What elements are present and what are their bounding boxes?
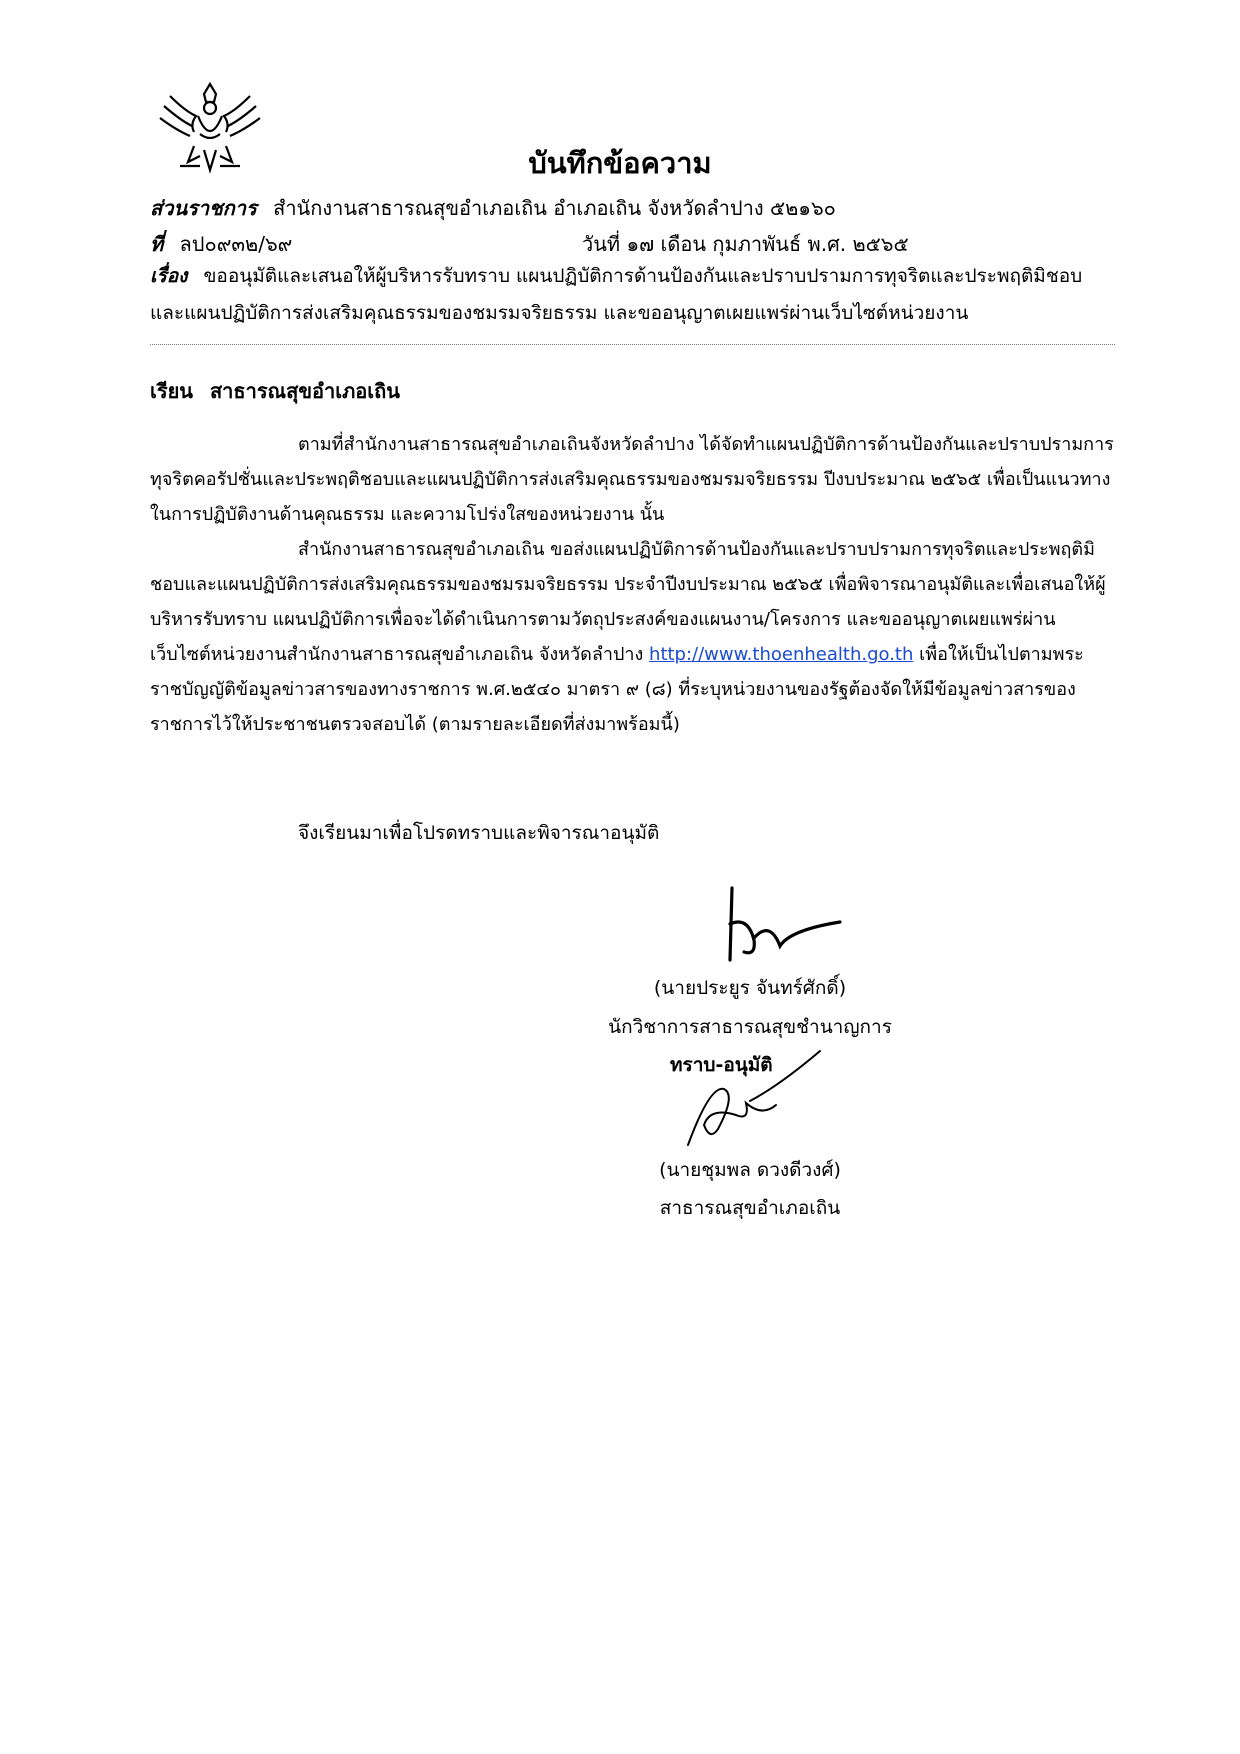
- subject-line: [150, 258, 1115, 332]
- body-paragraph-2: [150, 532, 1115, 742]
- signer-1-name: (นายประยูร จันทร์ศักดิ์): [653, 977, 847, 999]
- subject-value: ขออนุมัติและเสนอให้ผู้บริหารรับทราบ แผนปฏิบัติการด้านป้องกันและปราบปรามการทุจริตและประพฤติมิชอบและแผนปฏิบัติการส่งเสริมคุณธรรมของชมรมจริยธรรม และขออนุญาตเผยแพร่ผ่านเว็บไซต์หน่วยงาน: [150, 265, 1083, 324]
- handwritten-signature-2: [680, 1045, 830, 1155]
- reference-line: [150, 228, 1110, 260]
- website-link[interactable]: http://www.thoenhealth.go.th: [649, 644, 914, 665]
- salutation-label: เรียน: [150, 379, 193, 403]
- signer-2-position: สาธารณสุขอำเภอเถิน: [659, 1197, 841, 1219]
- department-label: ส่วนราชการ: [150, 196, 257, 220]
- memo-body: [150, 427, 1115, 742]
- reference-value: ลป๐๙๓๒/๖๙: [179, 232, 293, 256]
- handwritten-signature-1: [700, 880, 850, 975]
- signer-2-name: (นายชุมพล ดวงดีวงศ์): [659, 1159, 841, 1181]
- body-paragraph-1: ตามที่สำนักงานสาธารณสุขอำเภอเถินจังหวัดลำปาง ได้จัดทำแผนปฏิบัติการด้านป้องกันและปราบปรามการทุจริตคอรัปชั่นและประพฤติชอบและแผนปฏิบัติการส่งเสริมคุณธรรมของชมรมจริยธรรม ปีงบประมาณ ๒๕๖๕ เพื่อเป็นแนวทางในการปฏิบัติงานด้านคุณธรรม และความโปร่งใสของหน่วยงาน นั้น: [150, 434, 1114, 525]
- department-line: [150, 192, 1110, 224]
- salutation-addressee: สาธารณสุขอำเภอเถิน: [209, 379, 400, 403]
- department-value: สำนักงานสาธารณสุขอำเภอเถิน อำเภอเถิน จังหวัดลำปาง ๕๒๑๖๐: [273, 196, 836, 220]
- signer-1-position: นักวิชาการสาธารณสุขชำนาญการ: [608, 1016, 892, 1038]
- header-divider: [150, 344, 1115, 345]
- body-paragraph-2-text-b: เพื่อให้เป็นไปตามพระราชบัญญัติข้อมูลข่าวสารของทางราชการ พ.ศ.๒๕๔๐ มาตรา ๙ (๘) ที่ระบุหน่วยงานของรัฐต้องจัดให้มีข้อมูลข่าวสารของราชการไว้ให้ประชาชนตรวจสอบได้ (ตามรายละเอียดที่ส่งมาพร้อมนี้): [150, 644, 1084, 735]
- salutation: [150, 375, 400, 407]
- reference-label: ที่: [150, 232, 164, 256]
- closing-sentence: จึงเรียนมาเพื่อโปรดทราบและพิจารณาอนุมัติ: [298, 822, 660, 844]
- memo-title: บันทึกข้อความ: [528, 146, 712, 180]
- body-paragraph-2-text-a: สำนักงานสาธารณสุขอำเภอเถิน ขอส่งแผนปฏิบัติการด้านป้องกันและปราบปรามการทุจริตและประพฤติมิชอบและแผนปฏิบัติการส่งเสริมคุณธรรมของชมรมจริยธรรม ประจำปีงบประมาณ ๒๕๖๕ เพื่อพิจารณาอนุมัติและเพื่อเสนอให้ผู้บริหารรับทราบ แผนปฏิบัติการเพื่อจะได้ดำเนินการตามวัตถุประสงค์ของแผนงาน/โครงการ และขออนุญาตเผยแพร่ผ่านเว็บไซต์หน่วยงานสำนักงานสาธารณสุขอำเภอเถิน จังหวัดลำปาง: [150, 539, 1106, 665]
- subject-label: เรื่อง: [150, 265, 188, 287]
- approval-label: ทราบ-อนุมัติ: [670, 1054, 773, 1076]
- memo-date: วันที่ ๑๗ เดือน กุมภาพันธ์ พ.ศ. ๒๕๖๕: [582, 232, 909, 256]
